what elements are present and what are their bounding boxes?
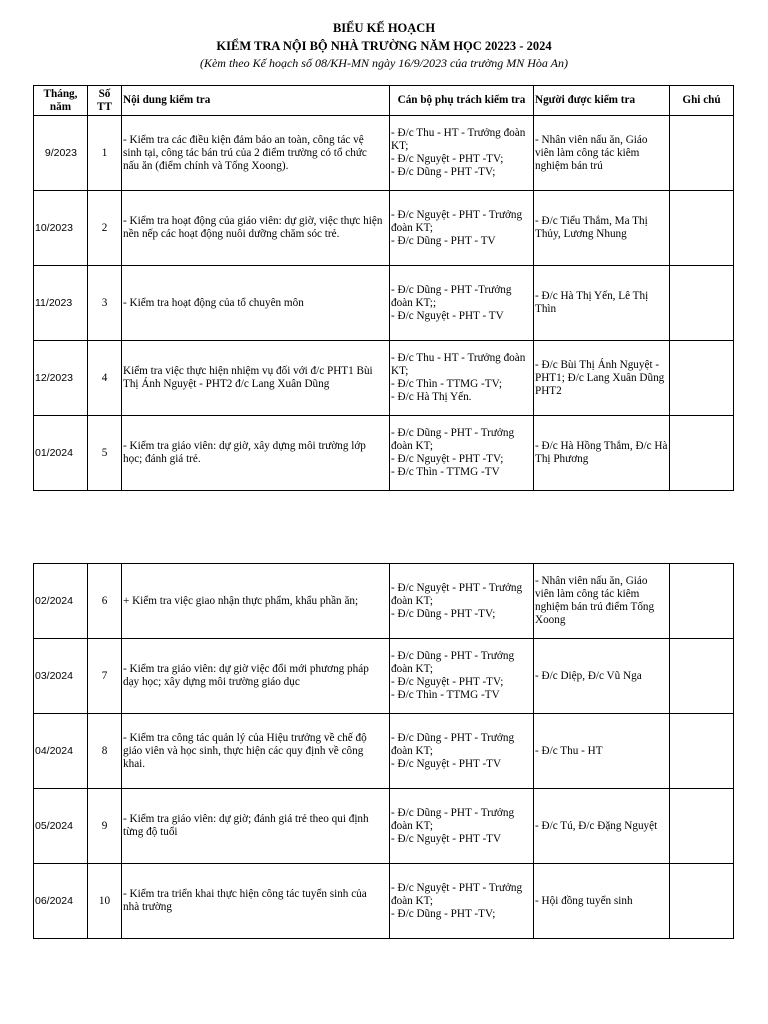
cell-note [670, 266, 734, 341]
officer-line: - Đ/c Hà Thị Yến. [391, 391, 472, 403]
column-header-inspected: Người được kiểm tra [534, 86, 670, 116]
cell-content: - Kiểm tra giáo viên: dự giờ việc đổi mới phương pháp dạy học; xây dựng môi trường giáo dục [122, 639, 390, 714]
officer-line: - Đ/c Nguyệt - PHT -TV [391, 832, 502, 845]
cell-stt: 5 [88, 416, 122, 491]
officer-line: - Đ/c Nguyệt - PHT - Trưởng đoàn KT; [391, 208, 523, 234]
cell-month: 10/2023 [34, 191, 88, 266]
officer-line: - Đ/c Nguyệt - PHT -TV [391, 757, 502, 770]
officer-line: - Đ/c Dũng - PHT -TV; [391, 607, 496, 620]
officer-line: - Đ/c Thìn - TTMG -TV [391, 689, 500, 701]
cell-content: Kiểm tra việc thực hiện nhiệm vụ đối với đ/c PHT1 Bùi Thị Ánh Nguyệt - PHT2 đ/c Lang Xuân Dũng [122, 341, 390, 416]
plan-title: BIỂU KẾ HOẠCH [332, 21, 436, 35]
officer-line: - Đ/c Dũng - PHT - Trưởng đoàn KT; [391, 806, 515, 832]
column-header-officer: Cán bộ phụ trách kiểm tra [390, 86, 534, 116]
table-row [34, 116, 734, 191]
cell-content: - Kiểm tra công tác quản lý của Hiệu trưởng về chế độ giáo viên và học sinh, thực hiện các quy định về công khai. [122, 714, 390, 789]
cell-stt: 7 [88, 639, 122, 714]
cell-officer [390, 416, 534, 491]
cell-officer [390, 864, 534, 939]
cell-month: 12/2023 [34, 341, 88, 416]
officer-line: - Đ/c Thu - HT - Trưởng đoàn KT; [391, 352, 526, 377]
cell-stt: 10 [88, 864, 122, 939]
table-row [34, 416, 734, 491]
cell-content: - Kiểm tra hoạt động của tổ chuyên môn [122, 266, 390, 341]
cell-officer [390, 564, 534, 639]
cell-month: 04/2024 [34, 714, 88, 789]
table-row [34, 341, 734, 416]
table-row [34, 564, 734, 639]
cell-content: - Kiểm tra các điều kiện đảm bảo an toàn, công tác vệ sinh tại, công tác bán trú của 2 điểm trường có tổ chức nấu ăn (điểm chính và Tống Xoong). [122, 116, 390, 191]
cell-stt: 8 [88, 714, 122, 789]
cell-stt: 1 [88, 116, 122, 191]
officer-line: - Đ/c Nguyệt - PHT - TV [391, 309, 504, 322]
cell-officer [390, 341, 534, 416]
cell-content: - Kiểm tra giáo viên: dự giờ, xây dựng môi trường lớp học; đánh giá trẻ. [122, 416, 390, 491]
column-header-month: Tháng, năm [34, 86, 88, 116]
cell-stt: 4 [88, 341, 122, 416]
officer-line: - Đ/c Dũng - PHT - Trưởng đoàn KT; [391, 731, 515, 757]
officer-line: - Đ/c Dũng - PHT -TV; [391, 166, 496, 178]
table-row [34, 191, 734, 266]
cell-inspected: - Đ/c Tú, Đ/c Đặng Nguyệt [534, 789, 670, 864]
cell-inspected: - Đ/c Tiểu Thắm, Ma Thị Thủy, Lương Nhung [534, 191, 670, 266]
cell-month: 02/2024 [34, 564, 88, 639]
officer-line: - Đ/c Nguyệt - PHT - Trưởng đoàn KT; [391, 881, 523, 907]
table-row [34, 864, 734, 939]
table-row [34, 266, 734, 341]
officer-line: - Đ/c Thìn - TTMG -TV; [391, 378, 502, 390]
cell-note [670, 191, 734, 266]
officer-line: - Đ/c Dũng - PHT -TV; [391, 907, 496, 920]
column-header-note: Ghi chú [670, 86, 734, 116]
officer-line: - Đ/c Nguyệt - PHT -TV; [391, 453, 504, 465]
cell-content: + Kiểm tra việc giao nhận thực phẩm, khẩu phần ăn; [122, 564, 390, 639]
officer-line: - Đ/c Nguyệt - PHT -TV; [391, 676, 504, 688]
cell-note [670, 341, 734, 416]
cell-officer [390, 789, 534, 864]
officer-line: - Đ/c Thìn - TTMG -TV [391, 466, 500, 478]
cell-officer [390, 116, 534, 191]
cell-content: - Kiểm tra hoạt động của giáo viên: dự giờ, việc thực hiện nền nếp các hoạt động nuôi dưỡng chăm sóc trẻ. [122, 191, 390, 266]
cell-inspected: - Đ/c Hà Hồng Thắm, Đ/c Hà Thị Phương [534, 416, 670, 491]
column-header-content: Nội dung kiểm tra [122, 86, 390, 116]
cell-note [670, 116, 734, 191]
cell-month: 11/2023 [34, 266, 88, 341]
cell-inspected: - Nhân viên nấu ăn, Giáo viên làm công tác kiêm nghiệm bán trú [534, 116, 670, 191]
officer-line: - Đ/c Dũng - PHT -Trưởng đoàn KT;; [391, 283, 512, 309]
cell-month: 06/2024 [34, 864, 88, 939]
cell-inspected: - Đ/c Diệp, Đ/c Vũ Nga [534, 639, 670, 714]
cell-stt: 3 [88, 266, 122, 341]
cell-inspected: - Hội đồng tuyển sinh [534, 864, 670, 939]
cell-month: 9/2023 [34, 116, 88, 191]
cell-note [670, 714, 734, 789]
table-row [34, 639, 734, 714]
cell-note [670, 864, 734, 939]
cell-stt: 9 [88, 789, 122, 864]
cell-inspected: - Nhân viên nấu ăn, Giáo viên làm công tác kiêm nghiệm bán trú điểm Tống Xoong [534, 564, 670, 639]
cell-month: 01/2024 [34, 416, 88, 491]
cell-note [670, 416, 734, 491]
table-row [34, 789, 734, 864]
cell-stt: 6 [88, 564, 122, 639]
officer-line: - Đ/c Thu - HT - Trưởng đoàn KT; [391, 127, 526, 152]
officer-line: - Đ/c Dũng - PHT - Trưởng đoàn KT; [391, 650, 515, 675]
cell-officer [390, 191, 534, 266]
cell-inspected: - Đ/c Hà Thị Yến, Lê Thị Thìn [534, 266, 670, 341]
cell-note [670, 564, 734, 639]
cell-month: 03/2024 [34, 639, 88, 714]
officer-line: - Đ/c Nguyệt - PHT - Trưởng đoàn KT; [391, 581, 523, 607]
cell-content: - Kiểm tra triển khai thực hiện công tác tuyển sinh của nhà trường [122, 864, 390, 939]
cell-note [670, 789, 734, 864]
cell-officer [390, 714, 534, 789]
table-header-row [34, 86, 734, 116]
cell-officer [390, 266, 534, 341]
officer-line: - Đ/c Dũng - PHT - TV [391, 234, 496, 247]
cell-officer [390, 639, 534, 714]
officer-line: - Đ/c Nguyệt - PHT -TV; [391, 153, 504, 165]
column-header-stt: Số TT [88, 86, 122, 116]
cell-note [670, 639, 734, 714]
table-row [34, 714, 734, 789]
inspection-table-part-2 [33, 563, 734, 939]
plan-reference: (Kèm theo Kế hoạch số 08/KH-MN ngày 16/9/2023 của trường MN Hòa An) [199, 56, 569, 70]
cell-stt: 2 [88, 191, 122, 266]
plan-subtitle: KIỂM TRA NỘI BỘ NHÀ TRƯỜNG NĂM HỌC 20223 - 2024 [216, 39, 552, 53]
cell-month: 05/2024 [34, 789, 88, 864]
cell-content: - Kiểm tra giáo viên: dự giờ; đánh giá trẻ theo qui định từng độ tuổi [122, 789, 390, 864]
inspection-table-part-1 [33, 85, 734, 491]
cell-inspected: - Đ/c Bùi Thị Ánh Nguyệt - PHT1; Đ/c Lang Xuân Dũng PHT2 [534, 341, 670, 416]
officer-line: - Đ/c Dũng - PHT - Trưởng đoàn KT; [391, 427, 515, 452]
cell-inspected: - Đ/c Thu - HT [534, 714, 670, 789]
